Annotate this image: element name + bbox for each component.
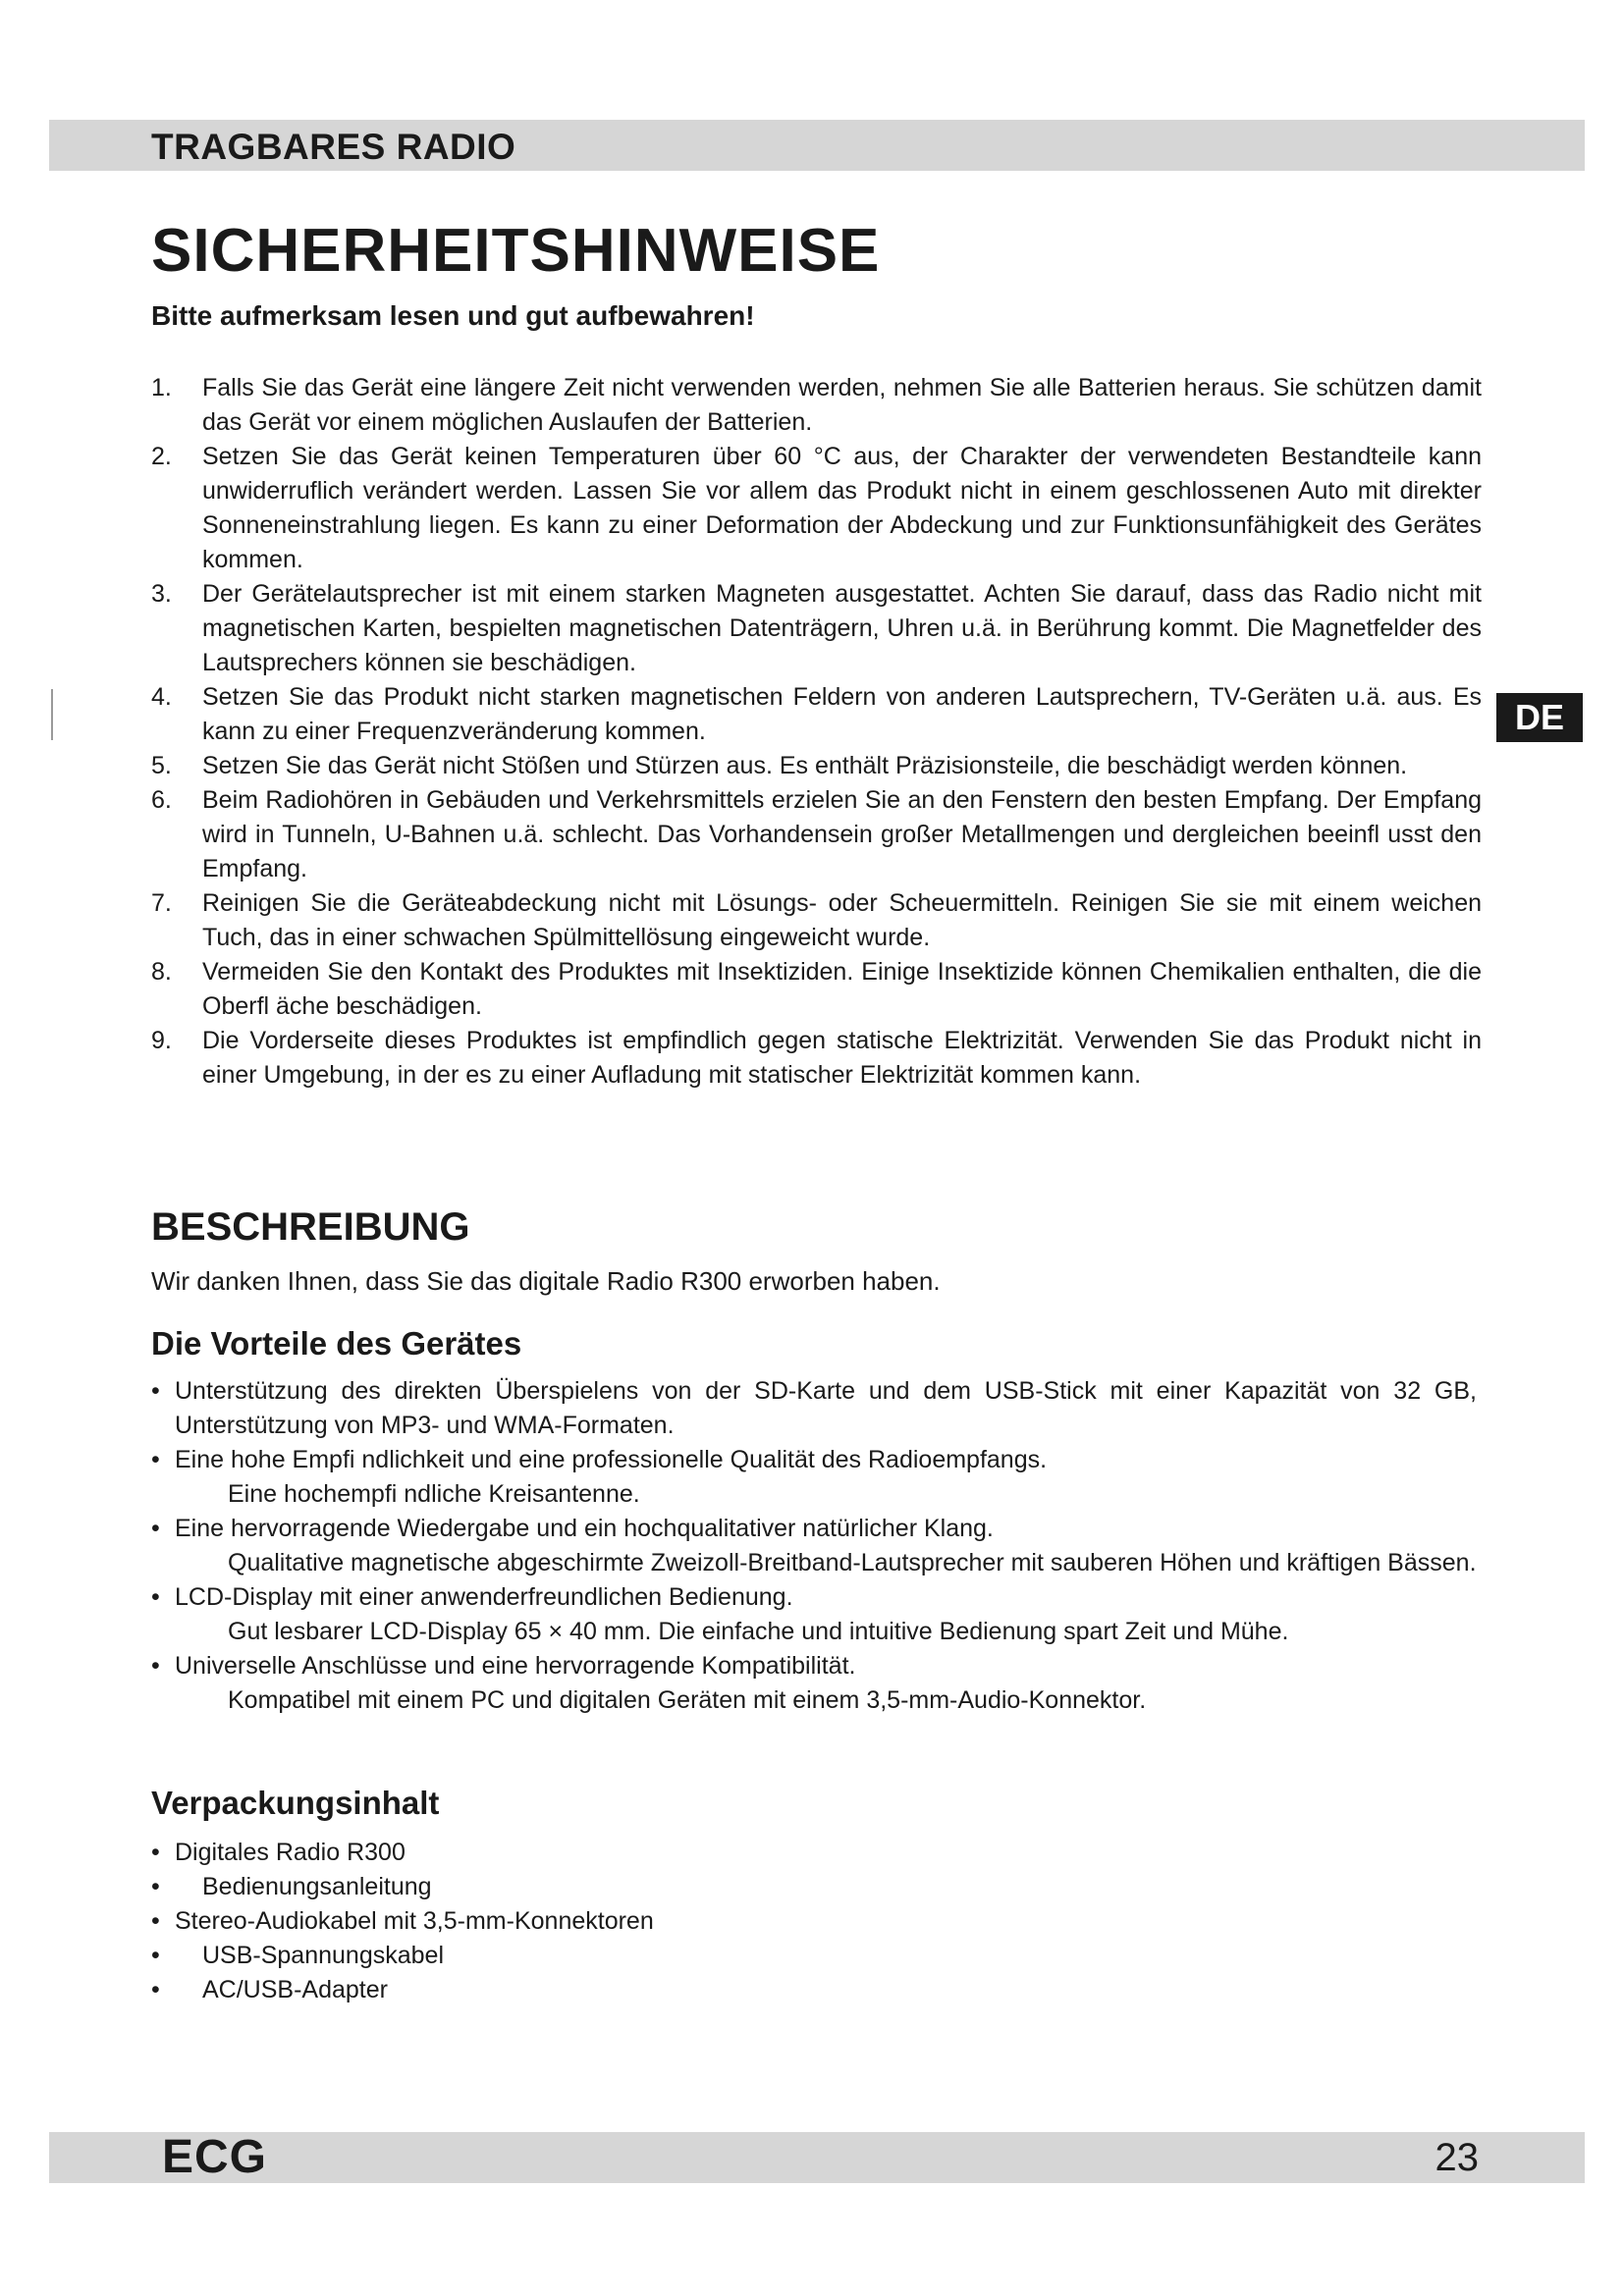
safety-subtitle: Bitte aufmerksam lesen und gut aufbewahren! xyxy=(151,300,755,331)
safety-item: 1. Falls Sie das Gerät eine längere Zeit nicht verwenden werden, nehmen Sie alle Batterien heraus. Sie schützen damit das Gerät vor einem möglichen Auslaufen der Batterien. xyxy=(151,374,1482,436)
list-item: • Eine hervorragende Wiedergabe und ein hochqualitativer natürlicher Klang. Qualitative magnetische abgeschirmte Zweizoll-Breitband-Lautsprecher mit sauberen Höhen und kräftigen Bässen. xyxy=(151,1512,1477,1580)
safety-list xyxy=(151,371,1482,1093)
ecg-logo: ECG xyxy=(162,2131,268,2183)
safety-item: 4. Setzen Sie das Produkt nicht starken magnetischen Feldern von anderen Lautsprechern, TV-Geräten u.ä. aus. Es kann zu einer Frequenzveränderung kommen. xyxy=(151,683,1482,745)
header-title: TRAGBARES RADIO xyxy=(151,127,516,167)
list-item: • Unterstützung des direkten Überspielens von der SD-Karte und dem USB-Stick mit einer Kapazität von 32 GB, Unterstützung von MP3- und WMA-Formaten. xyxy=(151,1374,1477,1443)
package-list xyxy=(151,1836,1477,2007)
list-item: • Bedienungsanleitung xyxy=(151,1870,1477,1904)
list-item-detail: Eine hochempfi ndliche Kreisantenne. xyxy=(228,1480,640,1508)
list-item: • USB-Spannungskabel xyxy=(151,1939,1477,1973)
advantages-list xyxy=(151,1374,1477,1718)
footer-bar xyxy=(49,2132,1585,2183)
page-number: 23 xyxy=(1435,2136,1479,2179)
header-bar xyxy=(49,120,1585,171)
language-tab: DE xyxy=(1496,693,1583,742)
safety-item: 8. Vermeiden Sie den Kontakt des Produktes mit Insektiziden. Einige Insektizide können Chemikalien enthalten, die die Oberfl äche beschädigen. xyxy=(151,958,1482,1020)
safety-item: 5. Setzen Sie das Gerät nicht Stößen und Stürzen aus. Es enthält Präzisionsteile, die beschädigt werden können. xyxy=(151,752,1408,779)
safety-item: 6. Beim Radiohören in Gebäuden und Verkehrsmittels erzielen Sie an den Fenstern den besten Empfang. Der Empfang wird in Tunneln, U-Bahnen u.ä. schlecht. Das Vorhandensein großer Metallmengen und dergleichen beeinfl usst den Empfang. xyxy=(151,786,1482,882)
safety-item: 9. Die Vorderseite dieses Produktes ist empfindlich gegen statische Elektrizität. Verwenden Sie das Produkt nicht in einer Umgebung, in der es zu einer Aufladung mit statischer Elektrizität kommen kann. xyxy=(151,1027,1482,1089)
list-item: • Digitales Radio R300 xyxy=(151,1836,1477,1870)
safety-item: 7. Reinigen Sie die Geräteabdeckung nicht mit Lösungs- oder Scheuermitteln. Reinigen Sie sie mit einem weichen Tuch, das in einer schwachen Spülmittellösung eingeweicht wurde. xyxy=(151,889,1482,951)
margin-rule xyxy=(51,689,53,740)
safety-title: SICHERHEITSHINWEISE xyxy=(151,217,881,285)
list-item-detail: Qualitative magnetische abgeschirmte Zweizoll-Breitband-Lautsprecher mit sauberen Höhen und kräftigen Bässen. xyxy=(228,1549,1477,1576)
list-item: • Stereo-Audiokabel mit 3,5-mm-Konnektoren xyxy=(151,1904,1477,1939)
list-item-detail: Gut lesbarer LCD-Display 65 × 40 mm. Die einfache und intuitive Bedienung spart Zeit und Mühe. xyxy=(228,1618,1289,1645)
list-item: • AC/USB-Adapter xyxy=(151,1973,1477,2007)
description-intro: Wir danken Ihnen, dass Sie das digitale Radio R300 erworben haben. xyxy=(151,1266,941,1296)
list-item: • Eine hohe Empfi ndlichkeit und eine professionelle Qualität des Radioempfangs. Eine hochempfi ndliche Kreisantenne. xyxy=(151,1443,1477,1512)
list-item: • LCD-Display mit einer anwenderfreundlichen Bedienung. Gut lesbarer LCD-Display 65 × 40 mm. Die einfache und intuitive Bedienung spart Zeit und Mühe. xyxy=(151,1580,1477,1649)
package-title: Verpackungsinhalt xyxy=(151,1785,440,1821)
advantages-title: Die Vorteile des Gerätes xyxy=(151,1325,522,1362)
description-title: BESCHREIBUNG xyxy=(151,1205,470,1249)
list-item-detail: Kompatibel mit einem PC und digitalen Geräten mit einem 3,5-mm-Audio-Konnektor. xyxy=(228,1686,1147,1714)
safety-item: 2. Setzen Sie das Gerät keinen Temperaturen über 60 °C aus, der Charakter der verwendeten Bestandteile kann unwiderruflich verändert werden. Lassen Sie vor allem das Produkt nicht in einem geschlossenen Auto mit direkter Sonneneinstrahlung liegen. Es kann zu einer Deformation der Abdeckung und zur Funktionsunfähigkeit des Gerätes kommen. xyxy=(151,443,1482,573)
safety-item: 3. Der Gerätelautsprecher ist mit einem starken Magneten ausgestattet. Achten Sie darauf, dass das Radio nicht mit magnetischen Karten, bespielten magnetischen Datenträgern, Uhren u.ä. in Berührung kommt. Die Magnetfelder des Lautsprechers können sie beschädigen. xyxy=(151,580,1482,676)
list-item: • Universelle Anschlüsse und eine hervorragende Kompatibilität. Kompatibel mit einem PC und digitalen Geräten mit einem 3,5-mm-Audio-Konnektor. xyxy=(151,1649,1477,1718)
